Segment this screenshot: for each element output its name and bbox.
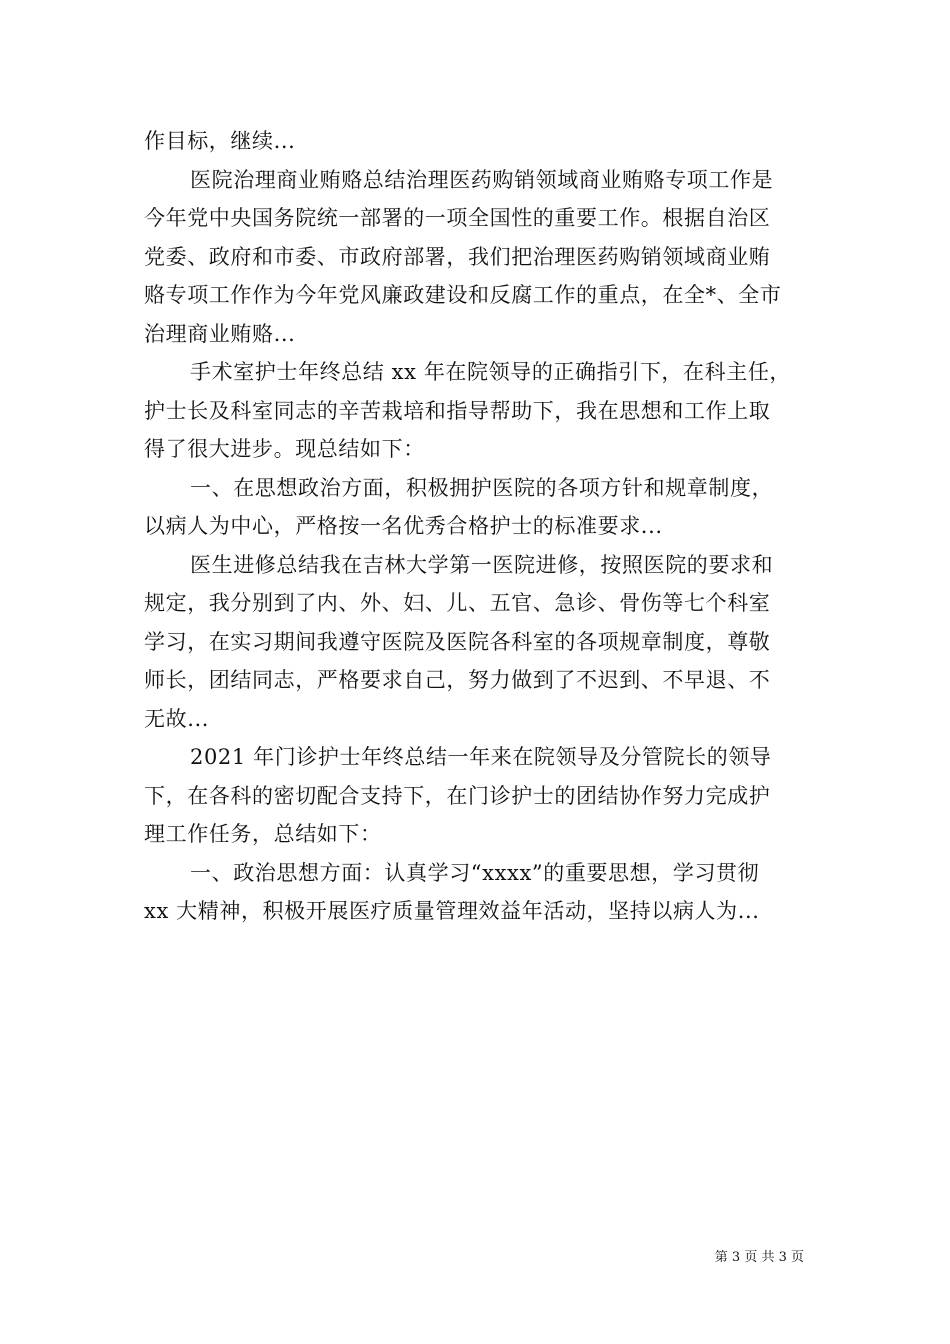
text-line: 理工作任务，总结如下：	[144, 822, 382, 846]
page-number-footer: 第 3 页 共 3 页	[714, 1250, 804, 1265]
text-line: 无故...	[144, 706, 210, 731]
text-line: 护士长及科室同志的辛苦栽培和指导帮助下，我在思想和工作上取	[144, 398, 771, 423]
text-line: 得了很大进步。现总结如下：	[144, 437, 425, 461]
text-line: 今年党中央国务院统一部署的一项全国性的重要工作。根据自治区	[144, 206, 771, 230]
text-line: 赂专项工作作为今年党风廉政建设和反腐工作的重点，在全*、全市	[144, 283, 782, 307]
text-line: 学习，在实习期间我遵守医院及医院各科室的各项规章制度，尊敬	[144, 629, 771, 654]
text-line: 一、政治思想方面：认真学习“xxxx”的重要思想，学习贯彻	[190, 860, 760, 885]
text-line: 以病人为中心，严格按一名优秀合格护士的标准要求...	[144, 514, 663, 538]
text-line: 治理商业贿赂...	[144, 321, 296, 346]
text-line: 师长，团结同志，严格要求自己，努力做到了不迟到、不早退、不	[144, 668, 771, 692]
text-line: 作目标，继续...	[144, 129, 296, 153]
text-line: 党委、政府和市委、市政府部署，我们把治理医药购销领域商业贿	[144, 244, 771, 269]
text-line: 手术室护士年终总结 xx 年在院领导的正确指引下，在科主任，	[190, 360, 792, 384]
text-line: 医生进修总结我在吉林大学第一医院进修，按照医院的要求和	[190, 552, 774, 577]
text-line: 规定，我分别到了内、外、妇、儿、五官、急诊、骨伤等七个科室	[144, 591, 771, 615]
text-line: 医院治理商业贿赂总结治理医药购销领域商业贿赂专项工作是	[190, 167, 774, 192]
text-line: 一、在思想政治方面，积极拥护医院的各项方针和规章制度，	[190, 475, 774, 500]
text-line: xx 大精神，积极开展医疗质量管理效益年活动，坚持以病人为...	[144, 899, 760, 923]
text-line: 下，在各科的密切配合支持下，在门诊护士的团结协作努力完成护	[144, 783, 771, 808]
document-body	[144, 122, 814, 931]
text-line: 2021 年门诊护士年终总结一年来在院领导及分管院长的领导	[190, 745, 772, 769]
